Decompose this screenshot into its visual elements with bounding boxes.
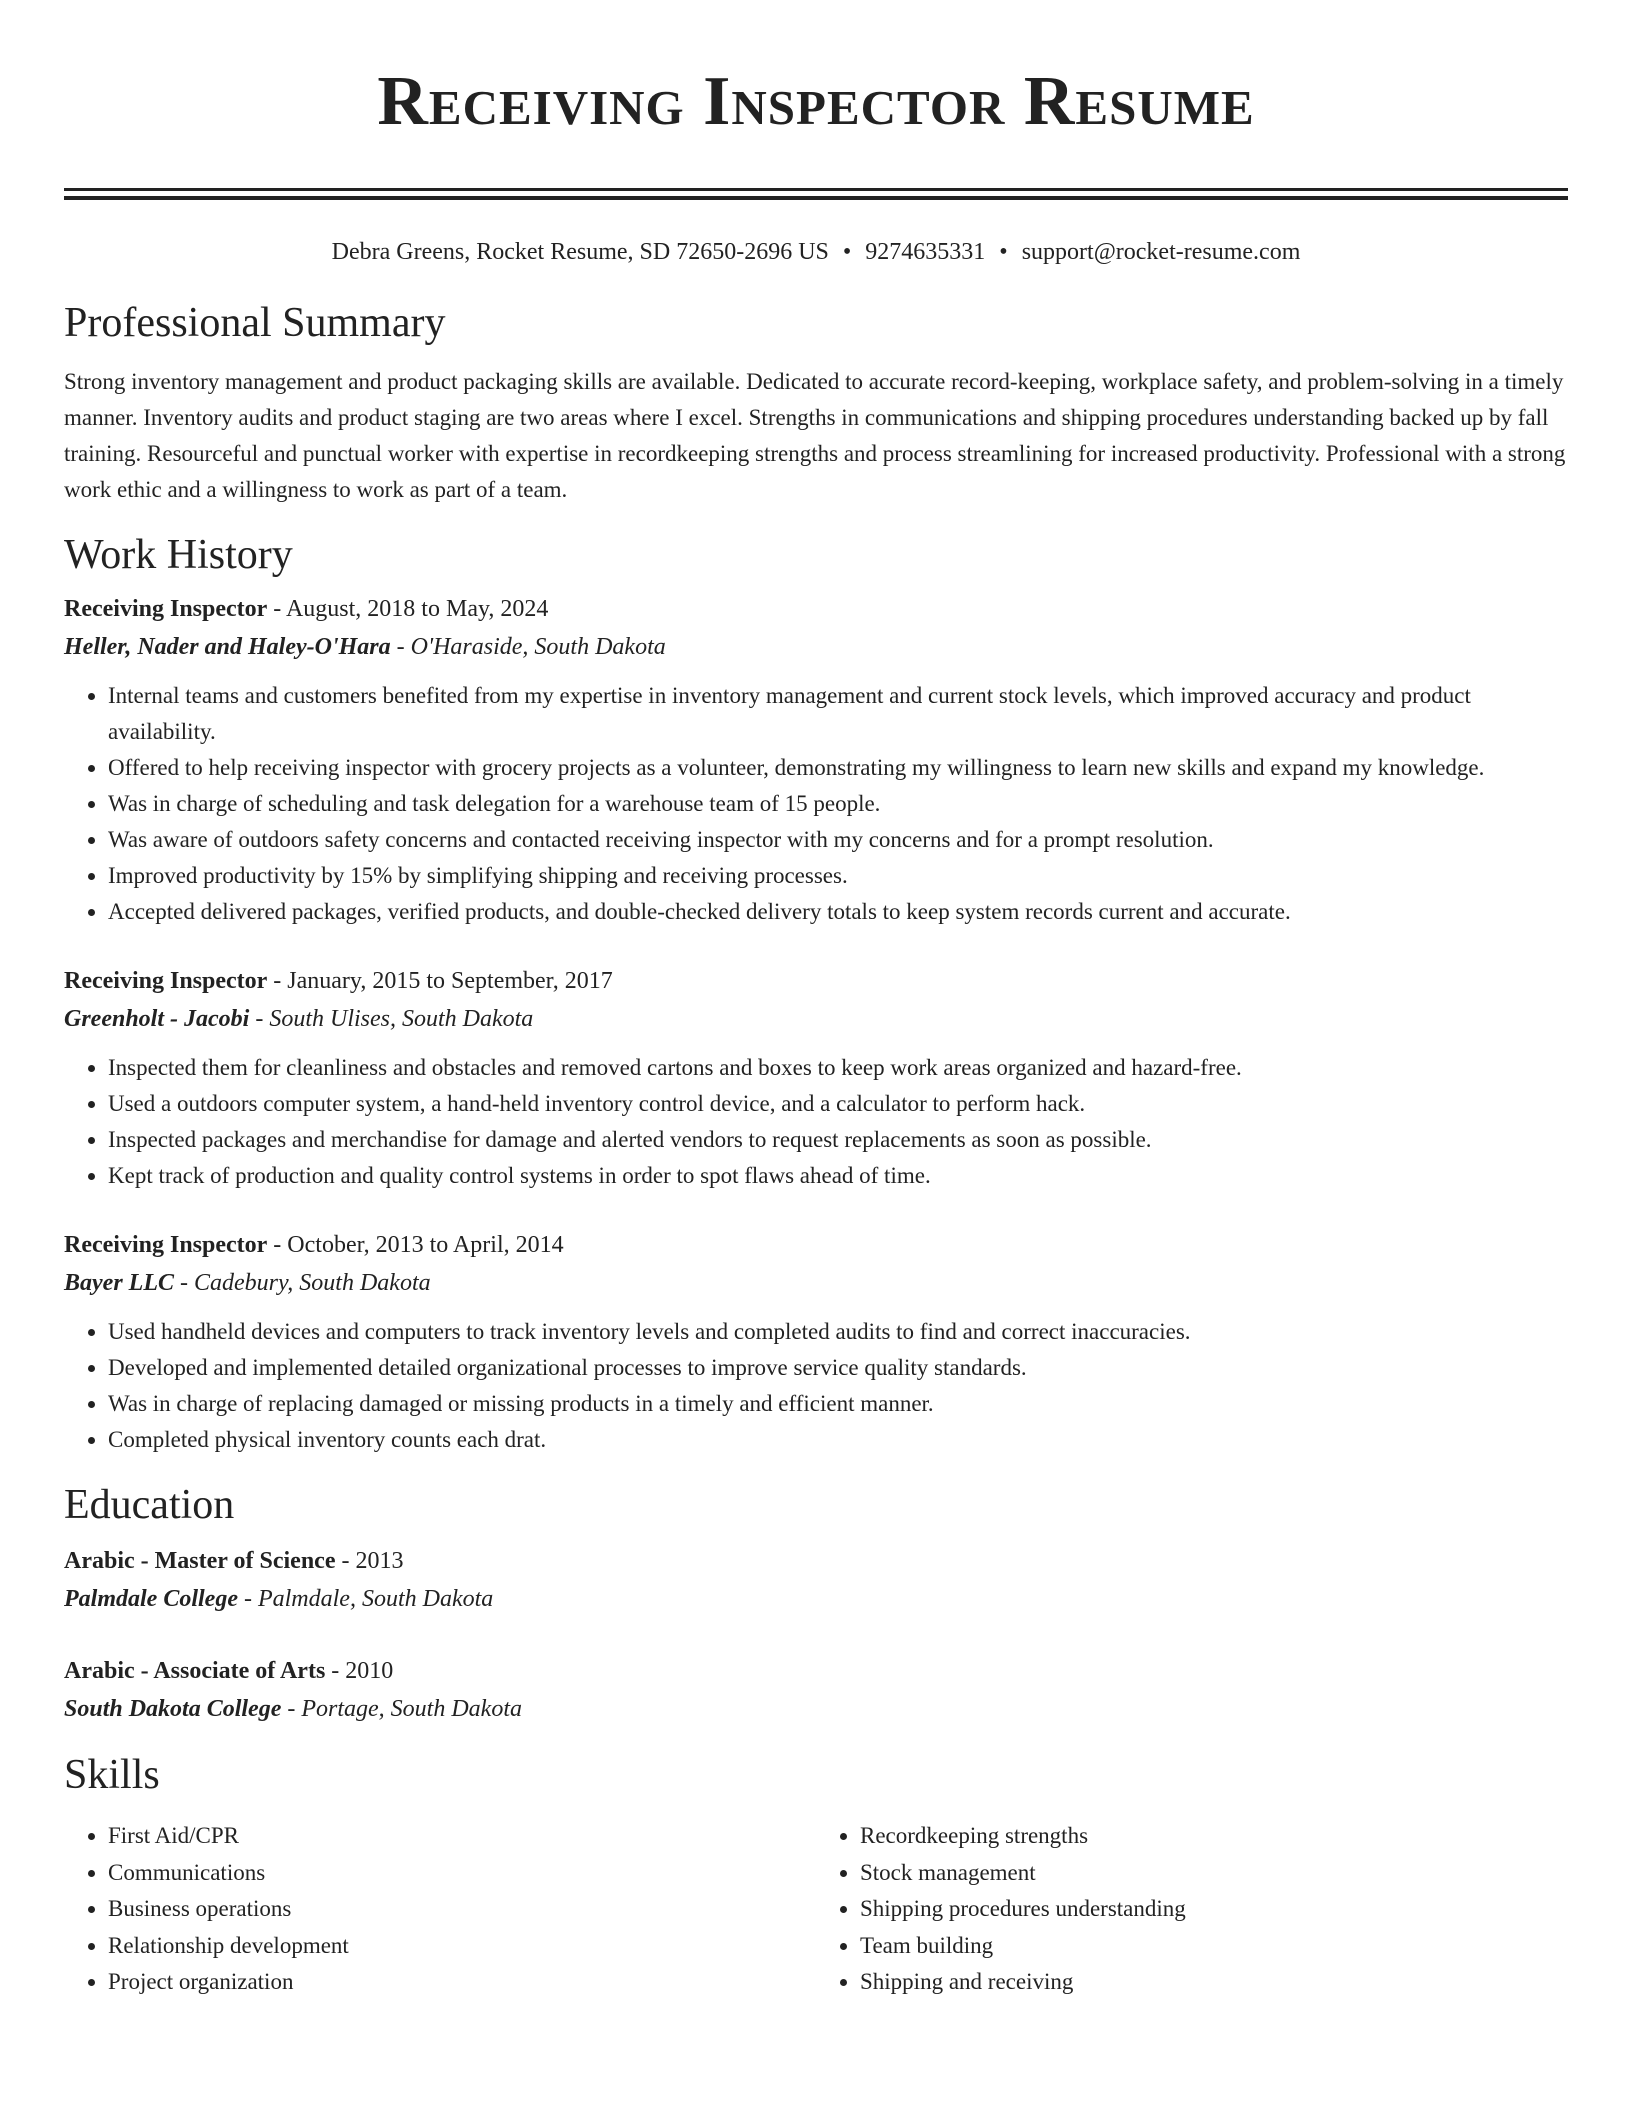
skill-item: • Relationship development <box>108 1928 816 1965</box>
list-item: • Was in charge of replacing damaged or missing products in a timely and efficient manner. <box>108 1386 1568 1422</box>
job-entry <box>64 590 1568 930</box>
title-divider <box>64 188 1568 200</box>
education-entry <box>64 1542 1568 1618</box>
skill-item: • Communications <box>108 1855 816 1892</box>
degree-line <box>64 1652 1568 1690</box>
skill-item: • First Aid/CPR <box>108 1818 816 1855</box>
job-entry <box>64 962 1568 1194</box>
contact-email: support@rocket-resume.com <box>1021 239 1301 265</box>
summary-heading: Professional Summary <box>64 300 446 346</box>
job-title: Receiving Inspector <box>64 596 268 622</box>
skill-item: • Shipping and receiving <box>860 1964 1568 2001</box>
list-item: • Offered to help receiving inspector with grocery projects as a volunteer, demonstrating my willingness to learn new skills and expand my knowledge. <box>108 750 1568 786</box>
job-title-line <box>64 962 1568 1000</box>
job-entry <box>64 1226 1568 1458</box>
contact-line <box>64 236 1568 268</box>
job-company-line <box>64 1264 1568 1302</box>
school-location: - Palmdale, South Dakota <box>237 1586 494 1612</box>
skill-item: • Business operations <box>108 1891 816 1928</box>
degree-year: - 2013 <box>335 1548 404 1574</box>
school-line <box>64 1580 1568 1618</box>
list-item: • Used a outdoors computer system, a hand-held inventory control device, and a calculator to perform hack. <box>108 1086 1568 1122</box>
skills-list <box>64 1818 1568 2001</box>
job-title: Receiving Inspector <box>64 968 268 994</box>
job-bullets <box>64 1050 1568 1194</box>
skill-item: • Recordkeeping strengths <box>860 1818 1568 1855</box>
degree: Arabic - Associate of Arts <box>64 1658 326 1684</box>
list-item: • Was aware of outdoors safety concerns and contacted receiving inspector with my concerns and for a prompt resolution. <box>108 822 1568 858</box>
school: South Dakota College <box>64 1696 282 1722</box>
degree: Arabic - Master of Science <box>64 1548 336 1574</box>
list-item: • Accepted delivered packages, verified products, and double-checked delivery totals to keep system records current and accurate. <box>108 894 1568 930</box>
list-item: • Developed and implemented detailed organizational processes to improve service quality standards. <box>108 1350 1568 1386</box>
skill-item: • Shipping procedures understanding <box>860 1891 1568 1928</box>
school-line <box>64 1690 1568 1728</box>
job-company: Bayer LLC <box>64 1270 174 1296</box>
skills-column-left <box>64 1818 816 2001</box>
job-location: - Cadebury, South Dakota <box>173 1270 431 1296</box>
job-bullets <box>64 678 1568 930</box>
list-item: • Improved productivity by 15% by simplifying shipping and receiving processes. <box>108 858 1568 894</box>
list-item: • Completed physical inventory counts each drat. <box>108 1422 1568 1458</box>
job-title-line <box>64 1226 1568 1264</box>
skill-item: • Stock management <box>860 1855 1568 1892</box>
job-company: Greenholt - Jacobi <box>64 1006 250 1032</box>
contact-separator: • <box>842 239 852 265</box>
degree-line <box>64 1542 1568 1580</box>
contact-separator: • <box>999 239 1008 265</box>
summary-text: Strong inventory management and product packaging skills are available. Dedicated to accurate record-keeping, workplace safety, and problem-solving in a timely manner. Inventory audits and product staging are two areas where I excel. Strengths in communications and shipping procedures understanding backed up by fall training. Resourceful and punctual worker with expertise in recordkeeping strengths and process streamlining for increased productivity. Professional with a strong work ethic and a willingness to work as part of a team. <box>64 369 1566 502</box>
contact-phone: 9274635331 <box>865 239 986 265</box>
job-company-line <box>64 1000 1568 1038</box>
school-location: - Portage, South Dakota <box>281 1696 522 1722</box>
skills-column-right <box>816 1818 1568 2001</box>
list-item: • Kept track of production and quality control systems in order to spot flaws ahead of time. <box>108 1158 1568 1194</box>
job-title: Receiving Inspector <box>64 1232 268 1258</box>
skill-item: • Project organization <box>108 1964 816 2001</box>
degree-year: - 2010 <box>325 1658 394 1684</box>
list-item: • Inspected them for cleanliness and obstacles and removed cartons and boxes to keep work areas organized and hazard-free. <box>108 1050 1568 1086</box>
job-dates: - August, 2018 to May, 2024 <box>267 596 549 622</box>
resume-title: Receiving Inspector Resume <box>377 63 1255 140</box>
skills-heading: Skills <box>64 1752 160 1798</box>
work-history-heading: Work History <box>64 532 293 578</box>
job-title-line <box>64 590 1568 628</box>
list-item: • Internal teams and customers benefited from my expertise in inventory management and current stock levels, which improved accuracy and product availability. <box>108 678 1568 750</box>
education-heading: Education <box>64 1482 235 1528</box>
list-item: • Used handheld devices and computers to track inventory levels and completed audits to find and correct inaccuracies. <box>108 1314 1568 1350</box>
school: Palmdale College <box>64 1586 238 1612</box>
job-location: - South Ulises, South Dakota <box>249 1006 534 1032</box>
skill-item: • Team building <box>860 1928 1568 1965</box>
job-location: - O'Haraside, South Dakota <box>390 634 666 660</box>
contact-address: Debra Greens, Rocket Resume, SD 72650-2696 US <box>331 239 829 265</box>
education-entry <box>64 1652 1568 1728</box>
job-company: Heller, Nader and Haley-O'Hara <box>64 634 391 660</box>
job-bullets <box>64 1314 1568 1458</box>
job-dates: - October, 2013 to April, 2014 <box>267 1232 564 1258</box>
job-company-line <box>64 628 1568 666</box>
job-dates: - January, 2015 to September, 2017 <box>267 968 613 994</box>
list-item: • Was in charge of scheduling and task delegation for a warehouse team of 15 people. <box>108 786 1568 822</box>
list-item: • Inspected packages and merchandise for damage and alerted vendors to request replacements as soon as possible. <box>108 1122 1568 1158</box>
